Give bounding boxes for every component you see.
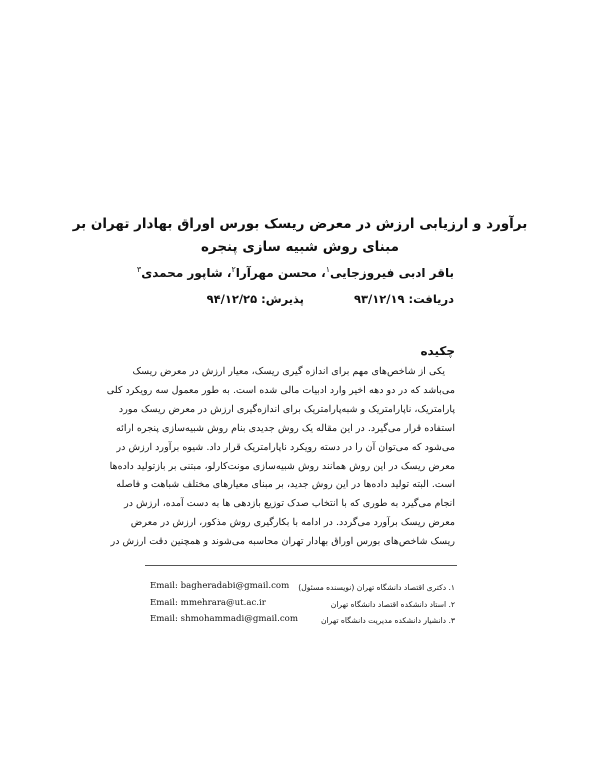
author-2-marker: ۲ (231, 265, 236, 274)
author-list (134, 265, 454, 280)
abstract-heading: چکیده (420, 344, 455, 358)
affiliation-1: ۱. دکتری اقتصاد دانشگاه تهران (نویسنده مسئول) (298, 583, 455, 592)
affiliation-3: ۳. دانشیار دانشکده مدیریت دانشگاه تهران (320, 616, 455, 625)
author-1: باقر ادبی فیروزجایی (330, 266, 454, 280)
email-1: Email: bagheradabi@gmail.com (150, 581, 290, 591)
author-2: محسن مهرآرا (235, 266, 317, 280)
author-separator: ، (316, 266, 326, 280)
affiliation-2: ۲. استاد دانشکده اقتصاد دانشگاه تهران (330, 599, 455, 609)
abstract-line: می‌شود که می‌توان آن را در دسته رویکرد ناپارامتریک قرار داد. شیوه برآورد ارزش در (116, 441, 455, 453)
abstract-line: معرض ریسک در این روش همانند روش شبیه‌سازی مونت‌کارلو، مبتنی بر بازتولید داده‌ها (109, 460, 455, 472)
abstract-line: انجام می‌گیرد به طوری که با انتخاب صدک توزیع بازدهی ها به دست آمده، ارزش در (124, 498, 455, 510)
author-3-marker: ۳ (136, 265, 142, 274)
abstract-body (106, 363, 455, 552)
abstract-line: معرض ریسک برآورد می‌گردد. در ادامه با بکارگیری روش مذکور، ارزش در معرض (130, 517, 455, 529)
accepted-date: پذیرش: ۹۴/۱۲/۲۵ (206, 292, 304, 306)
title-line-2: مبنای روش شبیه سازی پنجره (200, 239, 400, 255)
footnote-emails (150, 578, 310, 628)
abstract-line: می‌باشد که در دو دهه اخیر وارد ادبیات مالی شده است. به طور معمول سه رویکرد کلی (106, 384, 455, 396)
abstract-line: است. البته تولید داده‌ها در این روش جدید، بر مبنای معیارهای مختلف شباهت و فاصله (116, 479, 455, 491)
author-separator: ، (222, 266, 232, 280)
footnote-affiliations (295, 580, 455, 630)
received-date: دریافت: ۹۳/۱۲/۱۹ (354, 292, 454, 306)
title-line-1: برآورد و ارزیابی ارزش در معرض ریسک بورس اوراق بهادار تهران بر (72, 216, 528, 232)
email-2: Email: mmehrara@ut.ac.ir (150, 597, 266, 608)
email-3: Email: shmohammadi@gmail.com (150, 614, 298, 624)
paper-title (0, 213, 600, 259)
footnote-divider (145, 565, 457, 566)
author-1-marker: ۱ (325, 265, 330, 274)
author-3: شاپور محمدی (141, 266, 223, 280)
abstract-line: یکی از شاخص‌های مهم برای اندازه گیری ریسک، معیار ارزش در معرض ریسک (132, 366, 445, 377)
abstract-line: پارامتریک، ناپارامتریک و شبه‌پارامتریک برای اندازه‌گیری ارزش در معرض ریسک مورد (118, 403, 455, 415)
abstract-line: ریسک شاخص‌های بورس اوراق بهادار تهران محاسبه می‌شوند و همچنین دقت ارزش در (110, 536, 455, 548)
abstract-line: استفاده قرار می‌گیرد. در این مقاله یک روش جدیدی بنام روش شبیه‌سازی پنجره ارائه (116, 422, 455, 434)
